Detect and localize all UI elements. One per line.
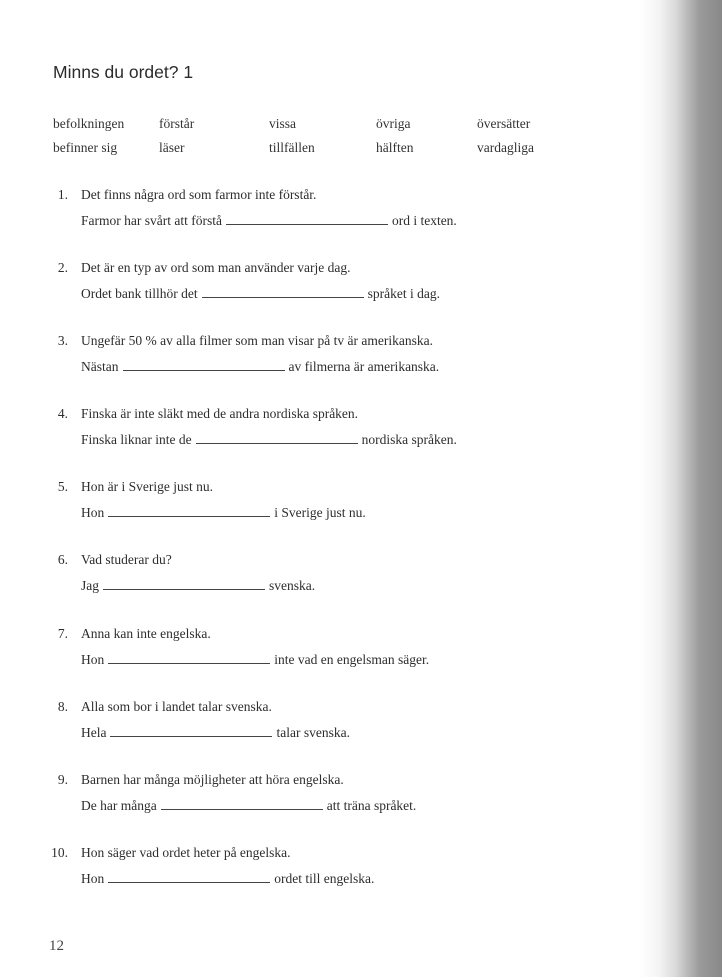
answer-suffix: ordet till engelska.	[274, 870, 375, 886]
item-sentence: Anna kan inte engelska.	[81, 625, 211, 641]
item-number: 8.	[57, 698, 68, 714]
answer-blank[interactable]	[196, 431, 358, 444]
exercise-title: Minns du ordet? 1	[53, 62, 194, 82]
answer-blank[interactable]	[123, 358, 285, 371]
exercise-item	[53, 772, 593, 845]
word-bank-word: befinner sig	[53, 140, 118, 155]
item-number: 4.	[57, 406, 68, 422]
answer-suffix: svenska.	[269, 578, 316, 594]
item-sentence: Det finns några ord som farmor inte förstår.	[81, 187, 317, 202]
item-number: 10.	[51, 844, 68, 860]
item-answer-line	[81, 797, 416, 814]
answer-suffix: talar svenska.	[276, 724, 350, 740]
exercise-item	[53, 187, 593, 260]
answer-prefix: Ordet bank tillhör det	[81, 286, 198, 302]
answer-prefix: Hon	[81, 870, 105, 886]
answer-suffix: ord i texten.	[391, 213, 457, 228]
item-answer-line	[81, 358, 439, 375]
word-bank-word: vissa	[269, 116, 296, 131]
item-number: 3.	[57, 333, 68, 349]
answer-blank[interactable]	[161, 797, 323, 810]
word-bank	[53, 116, 573, 164]
exercise-list	[53, 187, 593, 918]
answer-blank[interactable]	[202, 285, 364, 298]
answer-blank[interactable]	[108, 870, 270, 883]
exercise-item	[53, 479, 593, 552]
answer-blank[interactable]	[110, 724, 272, 737]
exercise-item	[53, 845, 593, 918]
item-sentence: Hon är i Sverige just nu.	[81, 479, 213, 495]
word-bank-row	[53, 116, 573, 140]
answer-blank[interactable]	[108, 504, 270, 517]
item-sentence: Det är en typ av ord som man använder varje dag.	[81, 260, 351, 276]
item-sentence: Ungefär 50 % av alla filmer som man visar på tv är amerikanska.	[81, 333, 433, 349]
item-sentence: Barnen har många möjligheter att höra engelska.	[81, 771, 344, 787]
item-sentence: Hon säger vad ordet heter på engelska.	[81, 844, 291, 860]
answer-suffix: inte vad en engelsman säger.	[274, 651, 430, 667]
word-bank-word: befolkningen	[53, 116, 125, 131]
item-sentence: Finska är inte släkt med de andra nordiska språken.	[81, 406, 359, 422]
answer-prefix: Farmor har svårt att förstå	[81, 213, 222, 228]
item-answer-line	[81, 431, 457, 448]
exercise-item	[53, 260, 593, 333]
item-answer-line	[81, 504, 366, 521]
item-sentence: Vad studerar du?	[81, 552, 172, 568]
answer-suffix: av filmerna är amerikanska.	[288, 359, 440, 375]
exercise-item	[53, 626, 593, 699]
exercise-item	[53, 333, 593, 406]
word-bank-word: förstår	[159, 116, 195, 131]
answer-prefix: Finska liknar inte de	[81, 432, 192, 448]
answer-prefix: Nästan	[81, 359, 119, 375]
answer-prefix: De har många	[81, 797, 157, 813]
answer-blank[interactable]	[226, 212, 388, 225]
item-answer-line	[81, 724, 350, 741]
item-answer-line	[81, 870, 374, 887]
item-number: 5.	[57, 479, 68, 495]
answer-suffix: nordiska språken.	[361, 432, 457, 448]
answer-suffix: att träna språket.	[326, 797, 417, 813]
answer-prefix: Hon	[81, 505, 105, 521]
item-answer-line	[81, 651, 429, 668]
answer-blank[interactable]	[108, 651, 270, 664]
item-number: 7.	[57, 625, 68, 641]
exercise-item	[53, 406, 593, 479]
item-number: 2.	[57, 260, 68, 276]
answer-blank[interactable]	[103, 577, 265, 590]
exercise-item	[53, 699, 593, 772]
answer-suffix: språket i dag.	[367, 286, 440, 302]
word-bank-word: vardagliga	[477, 140, 534, 155]
item-answer-line	[81, 285, 440, 302]
item-number: 1.	[57, 187, 68, 202]
page-number: 12	[49, 938, 64, 954]
answer-prefix: Hon	[81, 651, 105, 667]
answer-suffix: i Sverige just nu.	[274, 505, 366, 521]
item-number: 9.	[57, 771, 68, 787]
word-bank-row	[53, 140, 573, 164]
item-number: 6.	[57, 552, 68, 568]
word-bank-word: hälften	[376, 140, 414, 155]
item-sentence: Alla som bor i landet talar svenska.	[81, 698, 272, 714]
answer-prefix: Jag	[81, 578, 99, 594]
word-bank-word: översätter	[477, 116, 531, 131]
exercise-item	[53, 552, 593, 625]
item-answer-line	[81, 212, 457, 229]
answer-prefix: Hela	[81, 724, 107, 740]
word-bank-word: läser	[159, 140, 185, 155]
word-bank-word: övriga	[376, 116, 411, 131]
word-bank-word: tillfällen	[269, 140, 315, 155]
item-answer-line	[81, 577, 315, 594]
